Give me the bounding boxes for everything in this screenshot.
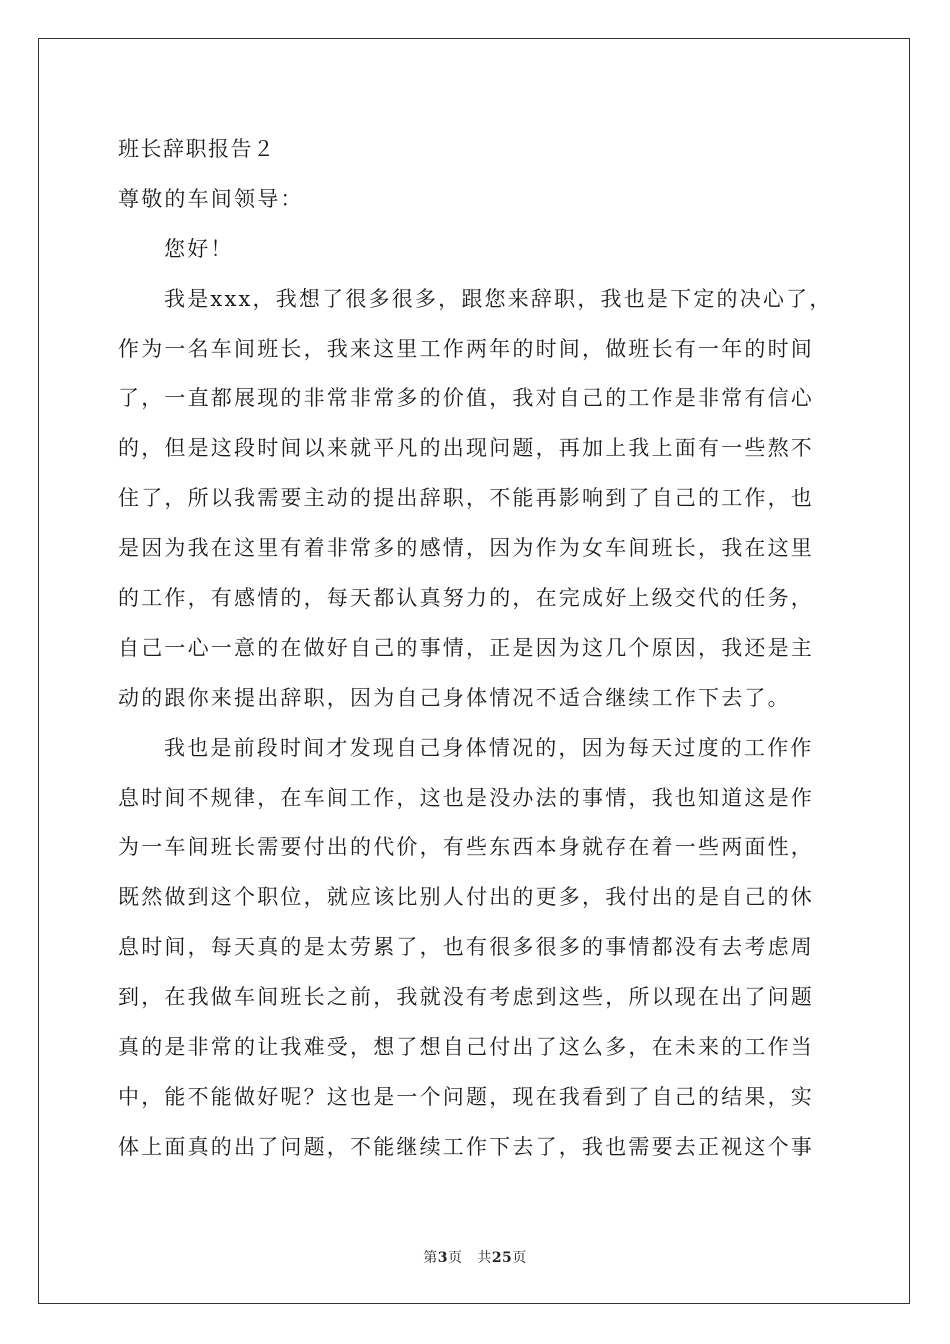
- paragraph-line: 的工作，有感情的，每天都认真努力的，在完成好上级交代的任务，: [118, 586, 814, 611]
- paragraph-line: 到，在我做车间班长之前，我就没有考虑到这些，所以现在出了问题: [118, 985, 814, 1010]
- document-title: 班长辞职报告２: [118, 137, 276, 161]
- paragraph-line: 中，能不能做好呢？这也是一个问题，现在我看到了自己的结果，实: [118, 1084, 814, 1109]
- paragraph-1: [118, 279, 834, 728]
- paragraph-line: 为一车间班长需要付出的代价，有些东西本身就存在着一些两面性，: [118, 835, 814, 860]
- page-number-footer: [0, 1247, 950, 1267]
- paragraph-line: 是因为我在这里有着非常多的感情，因为作为女车间班长，我在这里: [118, 536, 814, 561]
- paragraph-line: 自己一心一意的在做好自己的事情，正是因为这几个原因，我还是主: [118, 635, 814, 660]
- paragraph-line: 动的跟你来提出辞职，因为自己身体情况不适合继续工作下去了。: [118, 685, 791, 710]
- current-page-number: 3: [437, 1250, 448, 1266]
- paragraph-2: [118, 728, 834, 1177]
- paragraph-line: 了，一直都展现的非常非常多的价值，我对自己的工作是非常有信心: [118, 386, 814, 411]
- page-prefix: 第: [423, 1250, 438, 1266]
- paragraph-line: 既然做到这个职位，就应该比别人付出的更多，我付出的是自己的休: [118, 885, 814, 910]
- paragraph-line: 体上面真的出了问题，不能继续工作下去了，我也需要去正视这个事: [118, 1134, 814, 1159]
- paragraph-line: 息时间，每天真的是太劳累了，也有很多很多的事情都没有去考虑周: [118, 935, 814, 960]
- total-unit: 页: [512, 1250, 527, 1266]
- paragraph-line: 作为一名车间班长，我来这里工作两年的时间，做班长有一年的时间: [118, 336, 814, 361]
- paragraph-line: 的，但是这段时间以来就平凡的出现问题，再加上我上面有一些熬不: [118, 436, 814, 461]
- paragraph-line: 我是xxx，我想了很多很多，跟您来辞职，我也是下定的决心了，: [164, 286, 833, 311]
- salutation: 尊敬的车间领导：: [118, 186, 304, 211]
- page-unit: 页: [447, 1250, 463, 1266]
- total-page-count: 25: [491, 1250, 513, 1266]
- paragraph-line: 息时间不规律，在车间工作，这也是没办法的事情，我也知道这是作: [118, 785, 814, 810]
- paragraph-line: 我也是前段时间才发现自己身体情况的，因为每天过度的工作作: [164, 735, 814, 760]
- paragraph-line: 住了，所以我需要主动的提出辞职，不能再影响到了自己的工作，也: [118, 486, 814, 511]
- document-body: [118, 129, 834, 1177]
- paragraph-line: 真的是非常的让我难受，想了想自己付出了这么多，在未来的工作当: [118, 1035, 814, 1060]
- total-prefix: 共: [477, 1250, 492, 1266]
- greeting: 您好！: [164, 236, 234, 261]
